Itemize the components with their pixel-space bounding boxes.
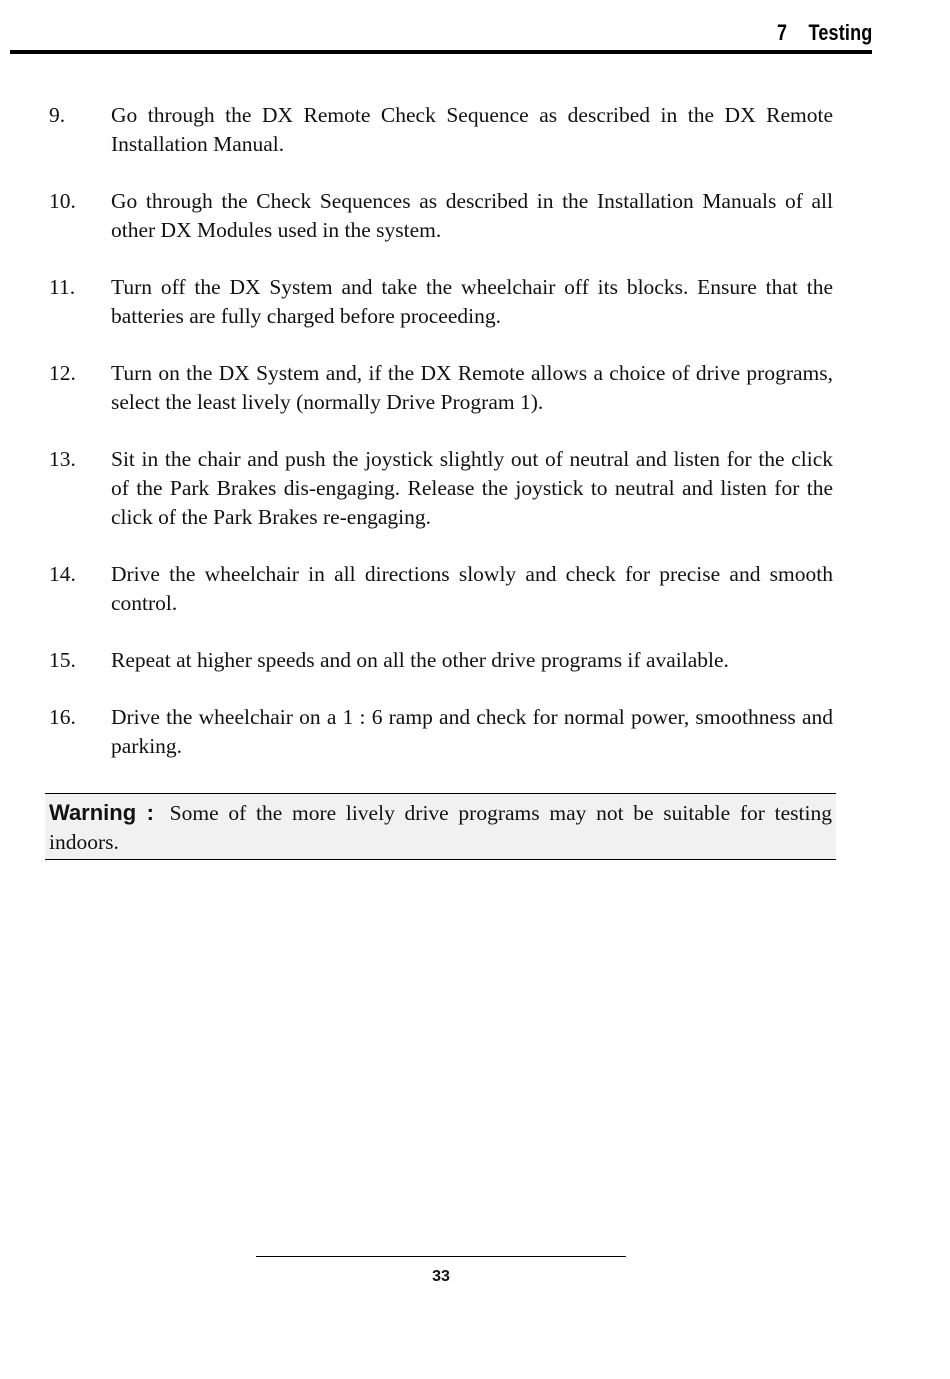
chapter-heading: [777, 20, 872, 46]
list-item: [0, 646, 950, 675]
chapter-number: 7: [776, 20, 787, 45]
procedure-steps: [0, 101, 950, 789]
step-number: 15.: [49, 648, 76, 672]
list-item: [0, 703, 950, 761]
step-number: 13.: [49, 447, 76, 471]
step-text: Sit in the chair and push the joystick slightly out of neutral and listen for the click of the Park Brakes dis-engaging. Release the joystick to neutral and listen for the click of the Park Brakes re-engaging.: [111, 447, 833, 529]
step-number: 16.: [49, 705, 76, 729]
list-item: [0, 359, 950, 417]
list-item: [0, 101, 950, 159]
step-text: Turn on the DX System and, if the DX Remote allows a choice of drive programs, select the least lively (normally Drive Program 1).: [111, 361, 833, 414]
page-number: 33: [432, 1268, 450, 1285]
step-number: 12.: [49, 361, 76, 385]
step-text: Repeat at higher speeds and on all the other drive programs if available.: [111, 648, 729, 672]
step-text: Go through the DX Remote Check Sequence as described in the DX Remote Installation Manual.: [111, 103, 833, 156]
list-item: [0, 273, 950, 331]
step-number: 14.: [49, 562, 76, 586]
warning-text: Some of the more lively drive programs may not be suitable for testing indoors.: [49, 801, 832, 854]
step-number: 10.: [49, 189, 76, 213]
step-text: Go through the Check Sequences as described in the Installation Manuals of all other DX Modules used in the system.: [111, 189, 833, 242]
step-number: 11.: [49, 275, 76, 299]
list-item: [0, 187, 950, 245]
page-header: [10, 18, 872, 54]
step-number: 9.: [49, 103, 66, 127]
warning-label: Warning :: [49, 800, 154, 825]
footer-divider: [256, 1256, 626, 1257]
warning-box: [45, 793, 836, 860]
step-text: Drive the wheelchair in all directions slowly and check for precise and smooth control.: [111, 562, 833, 615]
list-item: [0, 560, 950, 618]
step-text: Drive the wheelchair on a 1 : 6 ramp and check for normal power, smoothness and parking.: [111, 705, 833, 758]
step-text: Turn off the DX System and take the wheelchair off its blocks. Ensure that the batteries are fully charged before proceeding.: [111, 275, 833, 328]
chapter-title: Testing: [808, 20, 872, 45]
list-item: [0, 445, 950, 532]
